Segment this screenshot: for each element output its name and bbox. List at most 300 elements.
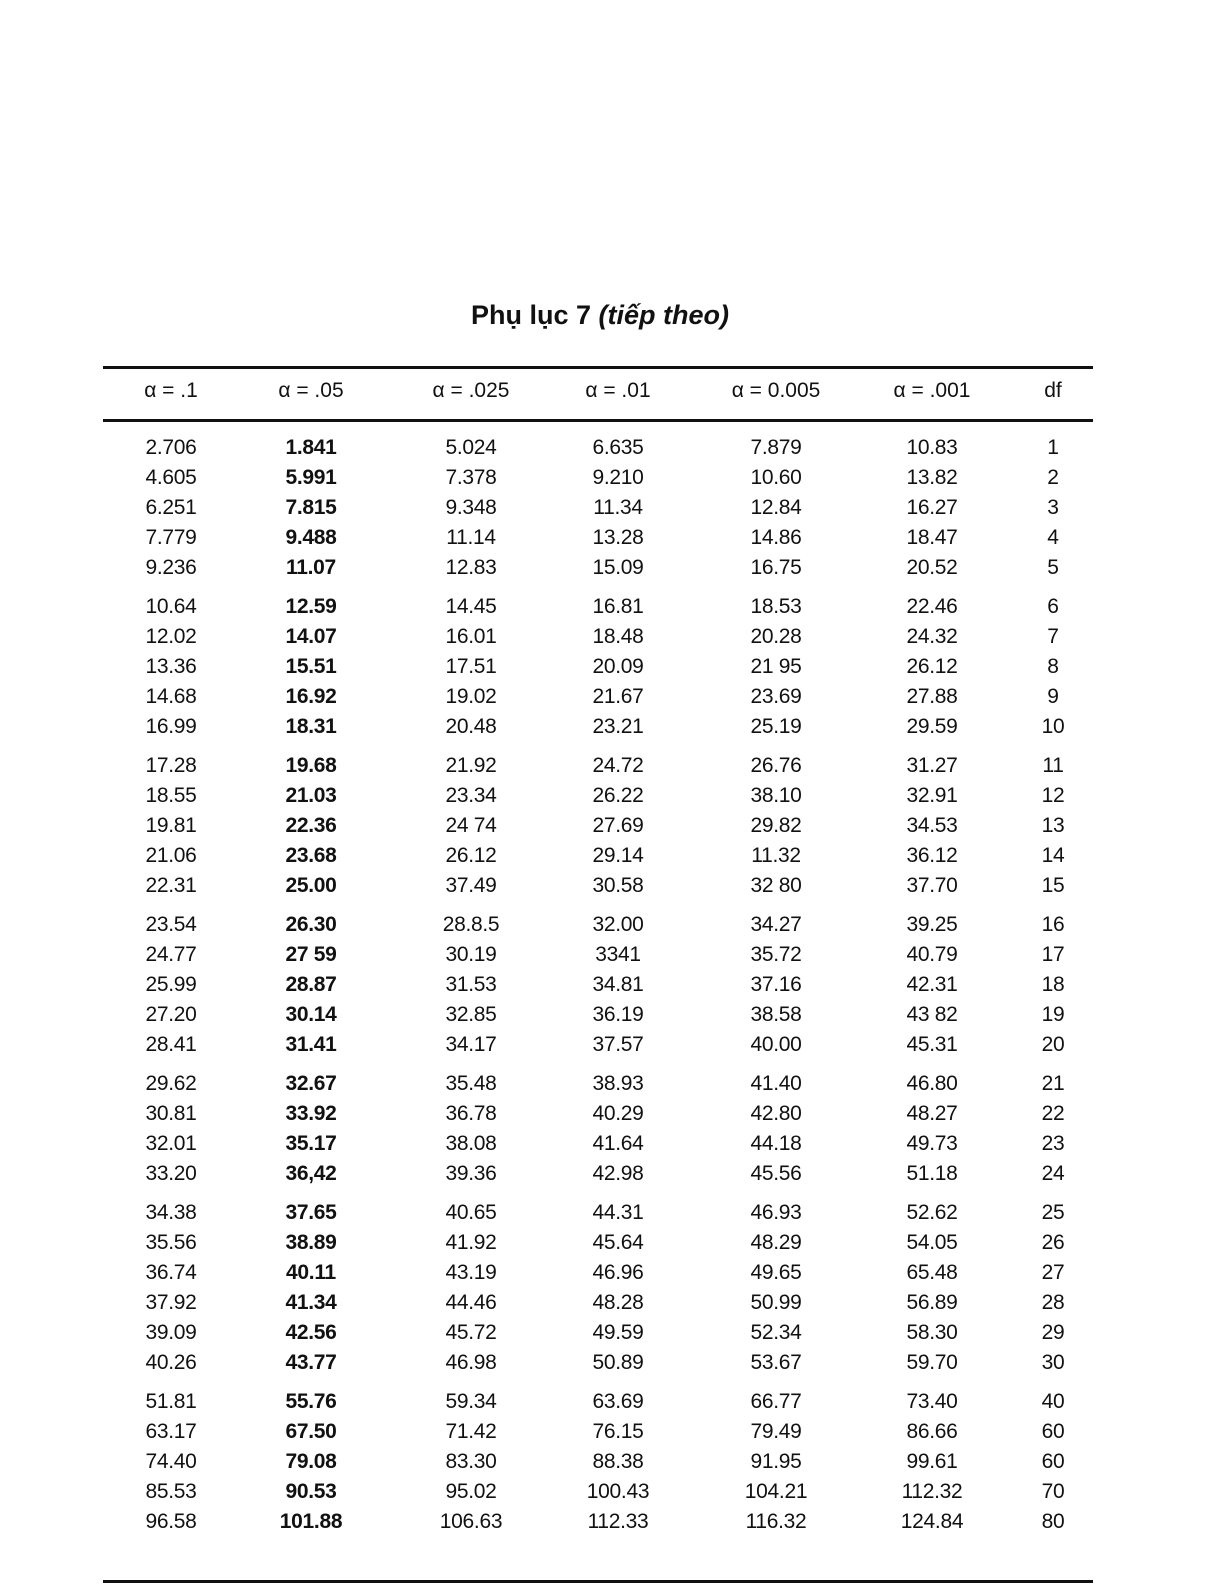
- table-row: [103, 1506, 1093, 1536]
- table-cell: 37.49: [445, 874, 497, 897]
- table-cell: 13.28: [592, 526, 644, 549]
- table-cell: 14.45: [445, 595, 497, 618]
- table-row: [103, 1158, 1093, 1188]
- table-cell: 18.47: [906, 526, 958, 549]
- table-cell: 59.70: [906, 1351, 958, 1374]
- table-row: [103, 840, 1093, 870]
- table-cell: 18: [1041, 973, 1065, 996]
- table-cell: 41.34: [285, 1291, 337, 1314]
- table-cell: 4.605: [145, 466, 197, 489]
- table-cell: 23.69: [750, 685, 802, 708]
- table-cell: 50.99: [750, 1291, 802, 1314]
- table-cell: 48.28: [592, 1291, 644, 1314]
- table-row: [103, 1317, 1093, 1347]
- table-cell: 3: [1047, 496, 1059, 519]
- table-cell: 100.43: [586, 1480, 650, 1503]
- table-cell: 37.65: [285, 1201, 337, 1224]
- table-cell: 16.99: [145, 715, 197, 738]
- table-cell: 5.991: [285, 466, 337, 489]
- table-cell: 29.62: [145, 1072, 197, 1095]
- table-cell: 26.12: [906, 655, 958, 678]
- table-cell: 35.72: [750, 943, 802, 966]
- table-cell: 26: [1041, 1231, 1065, 1254]
- table-row: [103, 750, 1093, 780]
- table-cell: 63.17: [145, 1420, 197, 1443]
- table-cell: 16.92: [285, 685, 337, 708]
- table-cell: 40: [1041, 1390, 1065, 1413]
- table-cell: 36.19: [592, 1003, 644, 1026]
- table-cell: 80: [1041, 1510, 1065, 1533]
- row-group: [103, 432, 1093, 582]
- table-cell: 33.92: [285, 1102, 337, 1125]
- table-cell: 32.67: [285, 1072, 337, 1095]
- table-cell: 24: [1041, 1162, 1065, 1185]
- table-cell: 40.11: [286, 1261, 336, 1284]
- table-cell: 39.09: [145, 1321, 197, 1344]
- table-cell: 13: [1041, 814, 1065, 837]
- table-cell: 45.31: [906, 1033, 958, 1056]
- table-row: [103, 1029, 1093, 1059]
- table-cell: 49.65: [750, 1261, 802, 1284]
- table-cell: 27.69: [592, 814, 644, 837]
- table-cell: 30: [1041, 1351, 1065, 1374]
- table-cell: 23.21: [592, 715, 644, 738]
- table-cell: 9.348: [445, 496, 497, 519]
- table-row: [103, 1347, 1093, 1377]
- table-cell: 18.48: [592, 625, 644, 648]
- table-cell: 20.52: [906, 556, 958, 579]
- table-cell: 51.18: [906, 1162, 958, 1185]
- table-cell: 48.29: [750, 1231, 802, 1254]
- table-cell: 9.488: [285, 526, 337, 549]
- table-cell: 15.51: [285, 655, 337, 678]
- table-cell: 5: [1047, 556, 1059, 579]
- table-cell: 6.635: [592, 436, 644, 459]
- table-cell: 10.64: [145, 595, 197, 618]
- table-cell: 45.72: [445, 1321, 497, 1344]
- table-cell: 12.84: [750, 496, 802, 519]
- table-cell: 74.40: [145, 1450, 197, 1473]
- table-bottom-rule: [103, 1580, 1093, 1583]
- table-cell: 11.14: [446, 526, 496, 549]
- table-cell: 5.024: [445, 436, 497, 459]
- table-cell: 40.65: [445, 1201, 497, 1224]
- table-cell: 24 74: [445, 814, 497, 837]
- table-cell: 19.81: [145, 814, 197, 837]
- table-cell: 90.53: [285, 1480, 337, 1503]
- table-cell: 63.69: [592, 1390, 644, 1413]
- table-cell: 32.85: [445, 1003, 497, 1026]
- table-row: [103, 810, 1093, 840]
- table-cell: 38.08: [445, 1132, 497, 1155]
- table-cell: 21.06: [145, 844, 197, 867]
- table-cell: 34.81: [592, 973, 644, 996]
- row-group: [103, 909, 1093, 1059]
- table-cell: 85.53: [145, 1480, 197, 1503]
- row-group: [103, 1197, 1093, 1377]
- table-cell: 99.61: [906, 1450, 958, 1473]
- table-row: [103, 999, 1093, 1029]
- table-cell: 17.28: [145, 754, 197, 777]
- table-row: [103, 591, 1093, 621]
- table-cell: 21.67: [592, 685, 644, 708]
- table-cell: 26.30: [285, 913, 337, 936]
- table-cell: 32 80: [750, 874, 802, 897]
- table-cell: 7.815: [285, 496, 337, 519]
- table-cell: 56.89: [906, 1291, 958, 1314]
- table-cell: 7.779: [145, 526, 197, 549]
- table-row: [103, 1227, 1093, 1257]
- table-cell: 40.79: [906, 943, 958, 966]
- table-cell: 3341: [595, 943, 641, 966]
- table-cell: 44.18: [750, 1132, 802, 1155]
- table-body: [103, 432, 1093, 1545]
- table-row: [103, 780, 1093, 810]
- table-cell: 43 82: [906, 1003, 958, 1026]
- table-cell: 9: [1047, 685, 1059, 708]
- table-cell: 58.30: [906, 1321, 958, 1344]
- table-cell: 6.251: [145, 496, 197, 519]
- table-cell: 31.41: [285, 1033, 337, 1056]
- table-row: [103, 462, 1093, 492]
- table-row: [103, 1197, 1093, 1227]
- table-row: [103, 1098, 1093, 1128]
- table-cell: 41.40: [750, 1072, 802, 1095]
- table-cell: 21: [1041, 1072, 1065, 1095]
- table-cell: 116.32: [745, 1510, 807, 1533]
- table-cell: 38.58: [750, 1003, 802, 1026]
- table-cell: 1: [1047, 436, 1059, 459]
- table-cell: 106.63: [439, 1510, 503, 1533]
- table-cell: 34.17: [445, 1033, 497, 1056]
- table-cell: 23.34: [445, 784, 497, 807]
- table-cell: 79.08: [285, 1450, 337, 1473]
- column-header: α = .05: [278, 379, 344, 402]
- table-row: [103, 1476, 1093, 1506]
- table-row: [103, 1287, 1093, 1317]
- table-cell: 25.99: [145, 973, 197, 996]
- table-cell: 42.56: [285, 1321, 337, 1344]
- table-row: [103, 432, 1093, 462]
- table-cell: 11.32: [751, 844, 801, 867]
- table-cell: 30.81: [145, 1102, 197, 1125]
- table-cell: 83.30: [445, 1450, 497, 1473]
- table-cell: 7.378: [445, 466, 497, 489]
- table-cell: 46.98: [445, 1351, 497, 1374]
- table-cell: 24.77: [145, 943, 197, 966]
- table-cell: 46.93: [750, 1201, 802, 1224]
- table-cell: 7: [1047, 625, 1059, 648]
- table-cell: 45.56: [750, 1162, 802, 1185]
- table-cell: 28.41: [145, 1033, 197, 1056]
- table-cell: 33.20: [145, 1162, 197, 1185]
- table-cell: 55.76: [285, 1390, 337, 1413]
- table-cell: 24.32: [906, 625, 958, 648]
- table-row: [103, 492, 1093, 522]
- table-cell: 76.15: [592, 1420, 644, 1443]
- table-cell: 49.73: [906, 1132, 958, 1155]
- table-cell: 29.14: [592, 844, 644, 867]
- table-cell: 18.31: [285, 715, 337, 738]
- table-cell: 65.48: [906, 1261, 958, 1284]
- table-cell: 24.72: [592, 754, 644, 777]
- table-cell: 54.05: [906, 1231, 958, 1254]
- table-cell: 20.48: [445, 715, 497, 738]
- table-row: [103, 711, 1093, 741]
- table-row: [103, 1068, 1093, 1098]
- table-cell: 22.36: [285, 814, 337, 837]
- table-header: [103, 379, 1093, 409]
- table-cell: 10.60: [750, 466, 802, 489]
- table-cell: 26.22: [592, 784, 644, 807]
- table-cell: 59.34: [445, 1390, 497, 1413]
- column-header: df: [1044, 379, 1062, 402]
- table-cell: 38.93: [592, 1072, 644, 1095]
- table-cell: 4: [1047, 526, 1059, 549]
- table-cell: 53.67: [750, 1351, 802, 1374]
- table-row: [103, 522, 1093, 552]
- table-cell: 22.31: [145, 874, 197, 897]
- table-cell: 15: [1041, 874, 1065, 897]
- table-cell: 60: [1041, 1420, 1065, 1443]
- table-cell: 43.19: [445, 1261, 497, 1284]
- table-row: [103, 939, 1093, 969]
- table-cell: 70: [1041, 1480, 1065, 1503]
- table-cell: 21 95: [750, 655, 802, 678]
- table-cell: 11.07: [286, 556, 336, 579]
- table-cell: 12.59: [285, 595, 337, 618]
- table-cell: 96.58: [145, 1510, 197, 1533]
- table-cell: 23.68: [285, 844, 337, 867]
- table-cell: 41.92: [445, 1231, 497, 1254]
- table-cell: 35.56: [145, 1231, 197, 1254]
- row-group: [103, 1068, 1093, 1188]
- table-cell: 13.36: [145, 655, 197, 678]
- table-cell: 8: [1047, 655, 1059, 678]
- table-cell: 16.27: [906, 496, 958, 519]
- page-title: [0, 300, 1200, 331]
- table-cell: 14.07: [285, 625, 337, 648]
- table-cell: 45.64: [592, 1231, 644, 1254]
- table-cell: 42.31: [906, 973, 958, 996]
- table-cell: 25: [1041, 1201, 1065, 1224]
- table-row: [103, 909, 1093, 939]
- table-cell: 23: [1041, 1132, 1065, 1155]
- table-cell: 36.74: [145, 1261, 197, 1284]
- table-cell: 30.14: [285, 1003, 337, 1026]
- table-row: [103, 621, 1093, 651]
- column-header: α = .001: [893, 379, 971, 402]
- table-cell: 39.25: [906, 913, 958, 936]
- table-row: [103, 1446, 1093, 1476]
- table-cell: 73.40: [906, 1390, 958, 1413]
- table-cell: 25.00: [285, 874, 337, 897]
- table-cell: 46.80: [906, 1072, 958, 1095]
- table-cell: 101.88: [279, 1510, 343, 1533]
- table-cell: 31.53: [445, 973, 497, 996]
- table-cell: 37.16: [750, 973, 802, 996]
- table-cell: 40.00: [750, 1033, 802, 1056]
- table-cell: 28.87: [285, 973, 337, 996]
- table-cell: 10.83: [906, 436, 958, 459]
- table-cell: 51.81: [145, 1390, 197, 1413]
- table-cell: 42.98: [592, 1162, 644, 1185]
- table-cell: 22.46: [906, 595, 958, 618]
- table-cell: 10: [1041, 715, 1065, 738]
- table-row: [103, 1386, 1093, 1416]
- table-cell: 12.83: [445, 556, 497, 579]
- row-group: [103, 1386, 1093, 1536]
- table-row: [103, 969, 1093, 999]
- table-cell: 11: [1042, 754, 1064, 777]
- title-main: Phụ lục 7: [470, 300, 592, 330]
- table-cell: 37.92: [145, 1291, 197, 1314]
- table-cell: 35.17: [285, 1132, 337, 1155]
- table-cell: 104.21: [744, 1480, 808, 1503]
- table-cell: 27.88: [906, 685, 958, 708]
- table-cell: 40.26: [145, 1351, 197, 1374]
- table-cell: 52.34: [750, 1321, 802, 1344]
- table-cell: 46.96: [592, 1261, 644, 1284]
- table-cell: 60: [1041, 1450, 1065, 1473]
- table-cell: 29: [1041, 1321, 1065, 1344]
- table-cell: 11.34: [593, 496, 643, 519]
- table-cell: 29.59: [906, 715, 958, 738]
- table-cell: 66.77: [750, 1390, 802, 1413]
- table-cell: 25.19: [750, 715, 802, 738]
- table-row: [103, 870, 1093, 900]
- table-cell: 7.879: [750, 436, 802, 459]
- table-cell: 79.49: [750, 1420, 802, 1443]
- table-header-rule: [103, 419, 1093, 422]
- table-cell: 27 59: [285, 943, 337, 966]
- table-cell: 37.70: [906, 874, 958, 897]
- title-subtitle: (tiếp theo): [598, 300, 730, 330]
- table-cell: 29.82: [750, 814, 802, 837]
- table-cell: 19.68: [285, 754, 337, 777]
- table-cell: 16.75: [750, 556, 802, 579]
- table-cell: 20.09: [592, 655, 644, 678]
- table-cell: 36,42: [285, 1162, 337, 1185]
- table-cell: 16.81: [592, 595, 644, 618]
- table-cell: 18.55: [145, 784, 197, 807]
- table-cell: 112.32: [901, 1480, 963, 1503]
- table-row: [103, 1416, 1093, 1446]
- table-cell: 14.68: [145, 685, 197, 708]
- table-cell: 17: [1041, 943, 1065, 966]
- table-cell: 30.19: [445, 943, 497, 966]
- table-cell: 91.95: [750, 1450, 802, 1473]
- table-cell: 20.28: [750, 625, 802, 648]
- column-header: α = .01: [585, 379, 651, 402]
- table-row: [103, 1128, 1093, 1158]
- table-cell: 12.02: [145, 625, 197, 648]
- table-cell: 16.01: [445, 625, 497, 648]
- table-cell: 50.89: [592, 1351, 644, 1374]
- table-cell: 2.706: [145, 436, 197, 459]
- table-cell: 31.27: [906, 754, 958, 777]
- table-cell: 19: [1041, 1003, 1065, 1026]
- table-cell: 26.76: [750, 754, 802, 777]
- table-cell: 21.03: [285, 784, 337, 807]
- table-row: [103, 1257, 1093, 1287]
- table-cell: 67.50: [285, 1420, 337, 1443]
- table-cell: 39.36: [445, 1162, 497, 1185]
- table-cell: 124.84: [900, 1510, 964, 1533]
- table-cell: 48.27: [906, 1102, 958, 1125]
- table-cell: 88.38: [592, 1450, 644, 1473]
- table-cell: 35.48: [445, 1072, 497, 1095]
- table-cell: 112.33: [587, 1510, 649, 1533]
- column-header: α = .025: [432, 379, 510, 402]
- table-cell: 27.20: [145, 1003, 197, 1026]
- table-cell: 26.12: [445, 844, 497, 867]
- table-cell: 9.236: [145, 556, 197, 579]
- table-cell: 23.54: [145, 913, 197, 936]
- table-cell: 43.77: [285, 1351, 337, 1374]
- table-cell: 15.09: [592, 556, 644, 579]
- table-cell: 38.10: [750, 784, 802, 807]
- table-cell: 20: [1041, 1033, 1065, 1056]
- table-cell: 1.841: [285, 436, 337, 459]
- table-cell: 32.01: [145, 1132, 197, 1155]
- table-cell: 12: [1041, 784, 1065, 807]
- table-cell: 44.31: [592, 1201, 644, 1224]
- table-row: [103, 681, 1093, 711]
- table-cell: 44.46: [445, 1291, 497, 1314]
- table-cell: 6: [1047, 595, 1059, 618]
- table-cell: 32.00: [592, 913, 644, 936]
- table-cell: 21.92: [445, 754, 497, 777]
- table-cell: 2: [1047, 466, 1059, 489]
- table-cell: 22: [1041, 1102, 1065, 1125]
- table-cell: 17.51: [445, 655, 497, 678]
- table-cell: 36.78: [445, 1102, 497, 1125]
- table-cell: 19.02: [445, 685, 497, 708]
- column-header: α = .1: [144, 379, 198, 402]
- table-cell: 34.38: [145, 1201, 197, 1224]
- table-row: [103, 651, 1093, 681]
- table-cell: 16: [1041, 913, 1065, 936]
- table-cell: 34.27: [750, 913, 802, 936]
- table-cell: 34.53: [906, 814, 958, 837]
- table-cell: 32.91: [906, 784, 958, 807]
- table-cell: 30.58: [592, 874, 644, 897]
- table-cell: 28.8.5: [442, 913, 500, 936]
- table-cell: 40.29: [592, 1102, 644, 1125]
- table-cell: 18.53: [750, 595, 802, 618]
- table-cell: 52.62: [906, 1201, 958, 1224]
- table-cell: 36.12: [906, 844, 958, 867]
- table-cell: 9.210: [592, 466, 644, 489]
- table-cell: 14: [1041, 844, 1065, 867]
- table-cell: 37.57: [592, 1033, 644, 1056]
- table-row: [103, 552, 1093, 582]
- table-cell: 27: [1041, 1261, 1065, 1284]
- table-cell: 41.64: [592, 1132, 644, 1155]
- table-cell: 28: [1041, 1291, 1065, 1314]
- table-top-rule: [103, 366, 1093, 369]
- table-cell: 38.89: [285, 1231, 337, 1254]
- row-group: [103, 591, 1093, 741]
- table-cell: 49.59: [592, 1321, 644, 1344]
- table-cell: 14.86: [750, 526, 802, 549]
- table-cell: 71.42: [445, 1420, 497, 1443]
- table-cell: 42.80: [750, 1102, 802, 1125]
- table-cell: 86.66: [906, 1420, 958, 1443]
- column-header: α = 0.005: [731, 379, 821, 402]
- table-cell: 13.82: [906, 466, 958, 489]
